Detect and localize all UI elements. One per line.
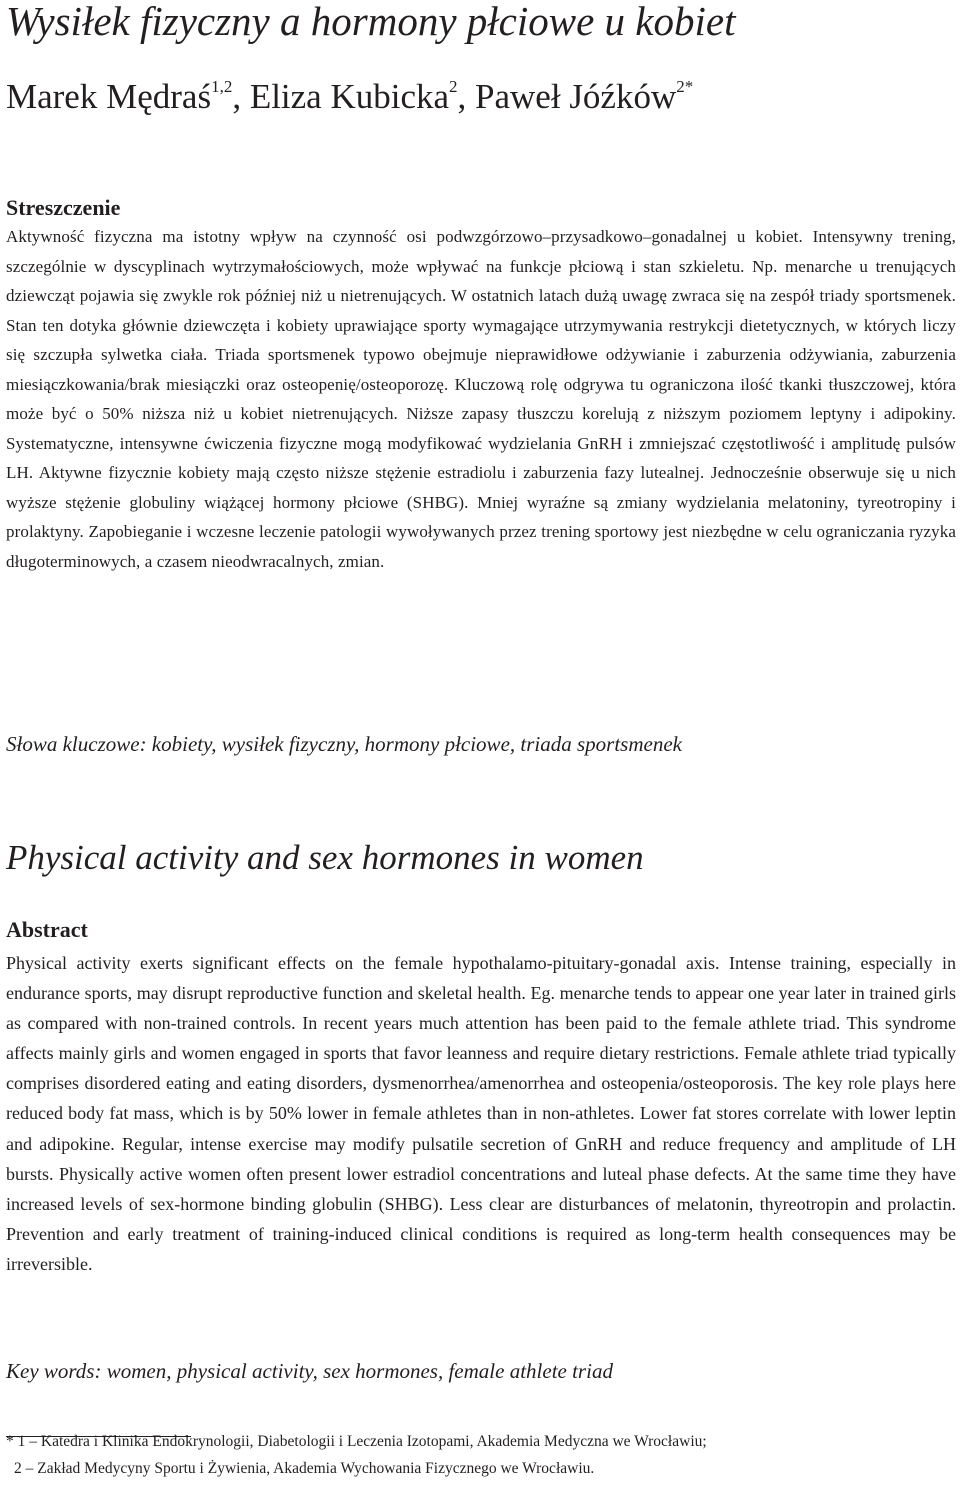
author-name: Eliza Kubicka — [249, 77, 450, 116]
footnote-affiliation-2: 2 – Zakład Medycyny Sportu i Żywienia, Akademia Wychowania Fizycznego we Wrocławiu. — [14, 1460, 595, 1477]
title-polish: Wysiłek fizyczny a hormony płciowe u kobiet — [6, 0, 736, 44]
footnote-affiliation-1: * 1 – Katedra i Klinika Endokrynologii, Diabetologii i Leczenia Izotopami, Akademia Medyczna we Wrocławiu; — [6, 1433, 707, 1450]
abstract-text-polish: Aktywność fizyczna ma istotny wpływ na czynność osi podwzgórzowo–przysadkowo–gonadalnej u kobiet. Intensywny trening, szczególnie w dyscyplinach wytrzymałościowych, może wpływać na funkcje płciową i stan szkieletu. Np. menarche u trenujących dziewcząt pojawia się zwykle rok później niż u nietrenujących. W ostatnich latach dużą uwagę zwraca się na zespół triady sportsmenek. Stan ten dotyka głównie dziewczęta i kobiety uprawiające sporty wymagające utrzymywania restrykcji dietetycznych, w których liczy się szczupła sylwetka ciała. Triada sportsmenek typowo obejmuje nieprawidłowe odżywianie i zaburzenia odżywiania, zaburzenia miesiączkowania/brak miesiączki oraz osteopenię/osteoporozę. Kluczową rolę odgrywa tu ograniczona ilość tkanki tłuszczowej, która może być o 50% niższa niż u kobiet nietrenujących. Niższe zapasy tłuszczu korelują z niższym poziomem leptyny i adipokiny. Systematyczne, intensywne ćwiczenia fizyczne mogą modyfikować wydzielania GnRH i zmniejszać częstotliwość i amplitudę pulsów LH. Aktywne fizycznie kobiety mają często niższe stężenie estradiolu i zaburzenia fazy lutealnej. Jednocześnie obserwuje się u nich wyższe stężenie globuliny wiążącej hormony płciowe (SHBG). Mniej wyraźne są zmiany wydzielania melatoniny, tyreotropiny i prolaktyny. Zapobieganie i wczesne leczenie patologii wywoływanych przez trening sportowy jest niezbędne w celu ograniczania ryzyka długoterminowych, a czasem nieodwracalnych, zmian. — [6, 227, 956, 571]
author-affiliation-mark: 1,2 — [211, 77, 233, 96]
author-affiliation-mark: 2* — [676, 77, 694, 96]
author-list — [6, 72, 693, 122]
keywords-english: Key words: women, physical activity, sex hormones, female athlete triad — [6, 1359, 613, 1383]
keywords-polish: Słowa kluczowe: kobiety, wysiłek fizyczny, hormony płciowe, triada sportsmenek — [6, 732, 682, 756]
author-separator: , — [457, 77, 476, 116]
abstract-heading-english: Abstract — [6, 917, 88, 942]
author-name: Marek Mędraś — [6, 77, 212, 116]
author-affiliation-mark: 2 — [449, 77, 458, 96]
author-separator: , — [232, 77, 250, 116]
abstract-text-english: Physical activity exerts significant effects on the female hypothalamo-pituitary-gonadal axis. Intense training, especially in endurance sports, may disrupt reproductive function and skeletal health. Eg. menarche tends to appear one year later in trained girls as compared with non-trained controls. In recent years much attention has been paid to the female athlete triad. This syndrome affects mainly girls and women engaged in sports that favor leanness and require dietary restrictions. Female athlete triad typically comprises disordered eating and eating disorders, dysmenorrhea/amenorrhea and osteopenia/osteoporosis. The key role plays here reduced body fat mass, which is by 50% lower in female athletes than in non-athletes. Lower fat stores correlate with lower leptin and adipokine. Regular, intense exercise may modify pulsatile secretion of GnRH and reduce frequency and amplitude of LH bursts. Physically active women often present lower estradiol concentrations and luteal phase defects. At the same time they have increased levels of sex-hormone binding globulin (SHBG). Less clear are disturbances of melatonin, thyreotropin and prolactin. Prevention and early treatment of training-induced clinical conditions is required as long-term health consequences may be irreversible. — [6, 953, 956, 1274]
author-name: Paweł Jóźków — [475, 77, 677, 116]
title-english: Physical activity and sex hormones in women — [6, 838, 644, 877]
abstract-heading-polish: Streszczenie — [6, 195, 121, 220]
